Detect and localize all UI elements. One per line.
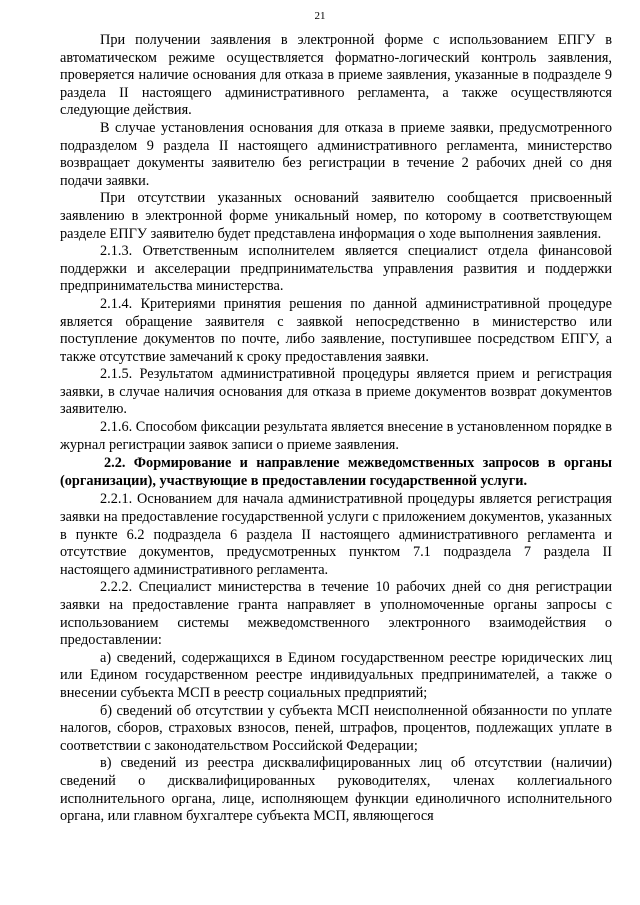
paragraph: 2.2.2. Специалист министерства в течение 10 рабочих дней со дня регистрации заявки на предоставление гранта направляет в уполномоченные органы запросы с использованием системы межведомственного электронного взаимодействия о предоставлении:	[60, 579, 612, 649]
section-heading: 2.2. Формирование и направление межведомственных запросов в органы (организации), участвующие в предоставлении государственной услуги.	[60, 455, 612, 489]
paragraph: 2.2.1. Основанием для начала административной процедуры является регистрация заявки на предоставление государственной услуги с приложением документов, указанных в пункте 6.2 подраздела 6 раздела II настоящего административного регламента и отсутствие документов, предусмотренных пунктом 7.1 подраздела 7 раздела II настоящего административного регламента.	[60, 491, 612, 578]
paragraph: 2.1.3. Ответственным исполнителем является специалист отдела финансовой поддержки и акселерации предпринимательства управления развития и поддержки предпринимательства министерства.	[60, 243, 612, 295]
paragraph: При отсутствии указанных оснований заявителю сообщается присвоенный заявлению в электронной форме уникальный номер, по которому в соответствующем разделе ЕПГУ заявителю будет представлена информация о ходе выполнения заявления.	[60, 190, 612, 242]
list-item: в) сведений из реестра дисквалифицированных лиц об отсутствии (наличии) сведений о дисквалифицированных руководителях, членах коллегиального исполнительного органа, лице, исполняющем функции единоличного исполнительного органа, или главном бухгалтере субъекта МСП, являющегося	[60, 755, 612, 825]
paragraph: 2.1.6. Способом фиксации результата является внесение в установленном порядке в журнал регистрации заявок записи о приеме заявления.	[60, 419, 612, 453]
paragraph: При получении заявления в электронной форме с использованием ЕПГУ в автоматическом режиме осуществляется форматно-логический контроль заявления, проверяется наличие основания для отказа в приеме заявления, указанные в подразделе 9 раздела II настоящего административного регламента, а также осуществляются следующие действия.	[60, 32, 612, 119]
list-item: а) сведений, содержащихся в Едином государственном реестре юридических лиц или Едином государственном реестре индивидуальных предпринимателей, а также о внесении субъекта МСП в реестр социальных предприятий;	[60, 649, 612, 701]
document-body	[60, 32, 612, 826]
page-number: 21	[314, 10, 326, 22]
list-item: б) сведений об отсутствии у субъекта МСП неисполненной обязанности по уплате налогов, сборов, страховых взносов, пеней, штрафов, процентов, подлежащих уплате в соответствии с законодательством Российской Федерации;	[60, 702, 612, 754]
paragraph: 2.1.5. Результатом административной процедуры является прием и регистрация заявки, в случае наличия основания для отказа в приеме документов возврат документов заявителю.	[60, 366, 612, 418]
paragraph: 2.1.4. Критериями принятия решения по данной административной процедуре является обращение заявителя с заявкой непосредственно в министерство или поступление документов по почте, либо заявление, поступившее посредством ЕПГУ, а также отсутствие замечаний к сроку предоставления заявки.	[60, 295, 612, 365]
paragraph: В случае установления основания для отказа в приеме заявки, предусмотренного подразделом 9 раздела II настоящего административного регламента, министерство возвращает документы заявителю без регистрации в течение 2 рабочих дней со дня подачи заявки.	[60, 119, 612, 189]
